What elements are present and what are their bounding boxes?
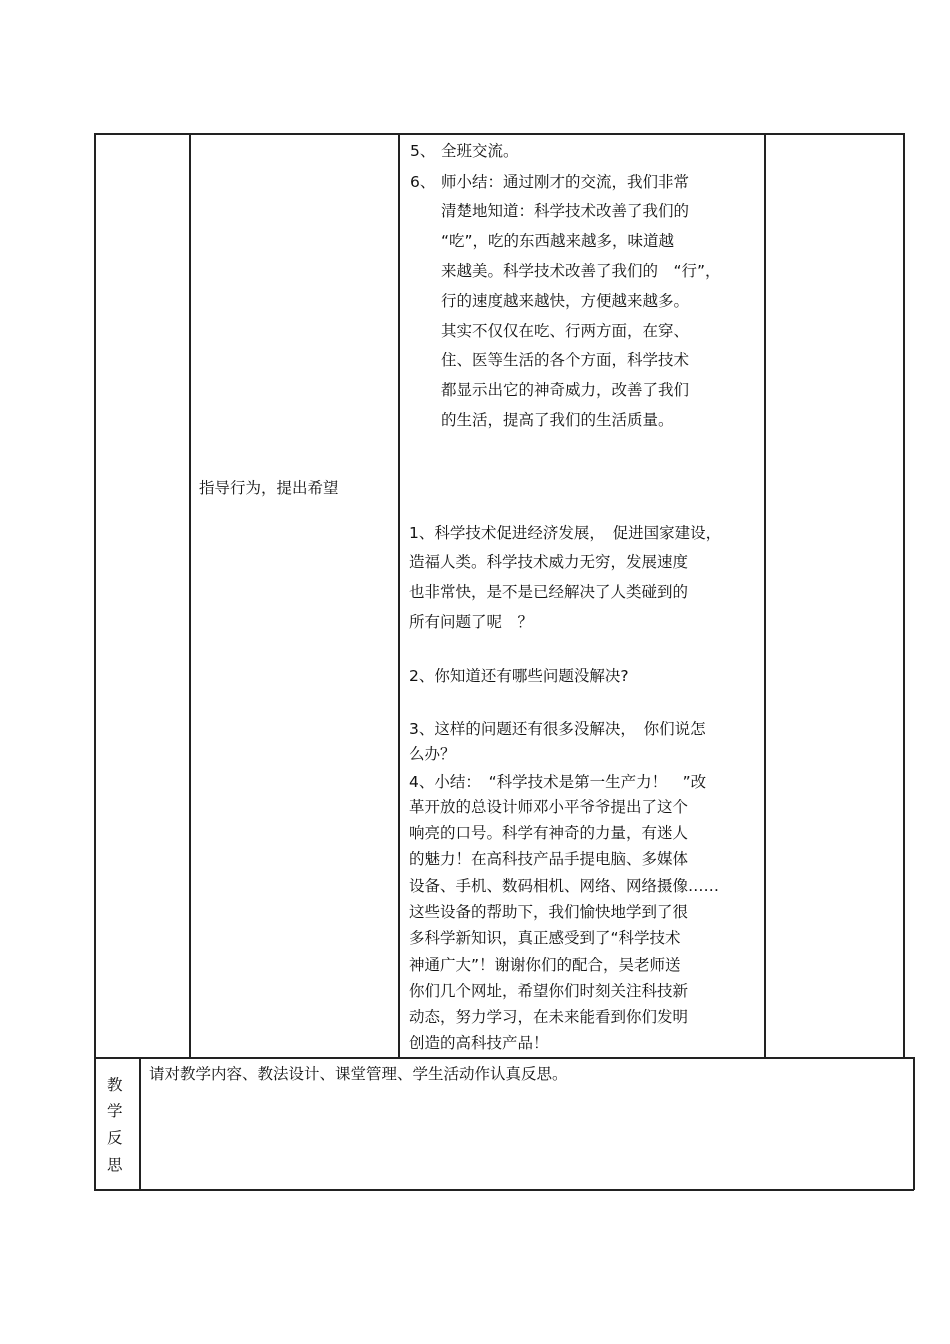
item-6-text: 师小结：通过刚才的交流，我们非常 bbox=[441, 173, 690, 191]
guidance-line: 神通广大”！谢谢你们的配合，吴老师送 bbox=[409, 956, 681, 974]
guidance-line: 4、小结： “科学技术是第一生产力！ ”改 bbox=[409, 773, 707, 791]
guidance-line: 1、科学技术促进经济发展， 促进国家建设， bbox=[409, 524, 722, 542]
reflection-prompt: 请对教学内容、教法设计、课堂管理、学生活动作认真反思。 bbox=[149, 1065, 568, 1083]
reflection-label-char: 学 bbox=[107, 1102, 123, 1120]
summary-line: 来越美。科学技术改善了我们的 “行”， bbox=[441, 262, 721, 280]
item-5-text: 全班交流。 bbox=[441, 142, 519, 160]
reflection-label-char: 教 bbox=[107, 1076, 123, 1094]
summary-line: 行的速度越来越快，方便越来越多。 bbox=[441, 292, 690, 310]
summary-line: 都显示出它的神奇威力，改善了我们 bbox=[441, 381, 690, 399]
guidance-line: 所有问题了呢 ？ bbox=[409, 613, 534, 631]
guidance-line: 动态，努力学习，在未来能看到你们发明 bbox=[409, 1008, 689, 1026]
guidance-line: 2、你知道还有哪些问题没解决? bbox=[409, 667, 629, 685]
stage-label: 指导行为，提出希望 bbox=[199, 479, 339, 497]
guidance-line: 的魅力！在高科技产品手提电脑、多媒体 bbox=[409, 850, 689, 868]
reflection-label-char: 反 bbox=[107, 1129, 123, 1147]
guidance-line: 你们几个网址，希望你们时刻关注科技新 bbox=[409, 982, 689, 1000]
guidance-line: 设备、手机、数码相机、网络、网络摄像…… bbox=[409, 877, 720, 895]
summary-line: 清楚地知道：科学技术改善了我们的 bbox=[441, 202, 690, 220]
guidance-line: 革开放的总设计师邓小平爷爷提出了这个 bbox=[409, 798, 689, 816]
guidance-line: 造福人类。科学技术威力无穷，发展速度 bbox=[409, 553, 689, 571]
guidance-line: 这些设备的帮助下，我们愉快地学到了很 bbox=[409, 903, 689, 921]
guidance-line: 也非常快，是不是已经解决了人类碰到的 bbox=[409, 583, 689, 601]
guidance-line: 创造的高科技产品！ bbox=[409, 1034, 549, 1052]
guidance-line: 多科学新知识，真正感受到了“科学技术 bbox=[409, 929, 681, 947]
summary-line: 的生活，提高了我们的生活质量。 bbox=[441, 411, 674, 429]
reflection-label-char: 思 bbox=[107, 1156, 123, 1174]
guidance-line: 3、这样的问题还有很多没解决， 你们说怎 bbox=[409, 720, 706, 738]
summary-line: “吃”，吃的东西越来越多，味道越 bbox=[441, 232, 675, 250]
summary-line: 住、医等生活的各个方面，科学技术 bbox=[441, 351, 690, 369]
item-5-number: 5、 bbox=[410, 142, 436, 160]
guidance-line: 响亮的口号。科学有神奇的力量，有迷人 bbox=[409, 824, 689, 842]
summary-line: 其实不仅仅在吃、行两方面，在穿、 bbox=[441, 322, 690, 340]
guidance-line: 么办？ bbox=[409, 745, 456, 763]
item-6-number: 6、 bbox=[410, 173, 436, 191]
